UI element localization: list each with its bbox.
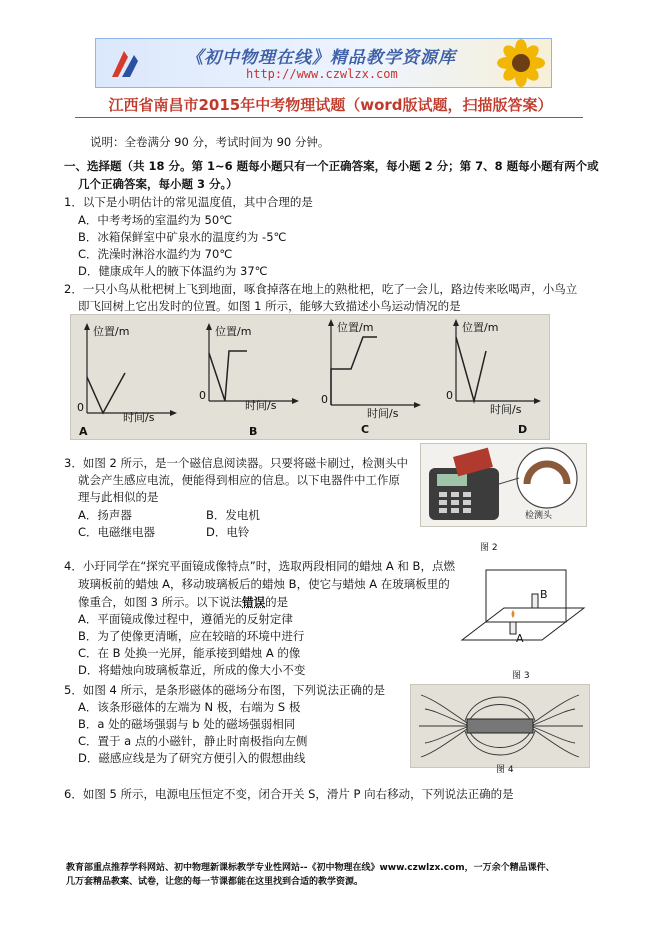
graph-b — [199, 321, 309, 437]
q4-option-d: D．将蜡烛向玻璃板靠近，所成的像大小不变 — [78, 663, 306, 677]
graph-c — [321, 317, 431, 437]
q3-line3: 理与此相似的是 — [78, 490, 159, 504]
graph-d — [446, 317, 546, 437]
q5-option-b: B．a 处的磁场强弱与 b 处的磁场强弱相同 — [78, 717, 296, 731]
figure-3-mirror-setup — [458, 560, 588, 660]
q4-option-a: A．平面镜成像过程中，遵循光的反射定律 — [78, 612, 293, 626]
title-divider — [75, 117, 583, 118]
graph-a-origin: 0 — [77, 401, 84, 414]
graph-d-letter: D — [518, 423, 528, 436]
q1-stem: 1．以下是小明估计的常见温度值，其中合理的是 — [64, 195, 313, 209]
card-reader-illustration-icon — [421, 444, 586, 526]
header-banner — [95, 38, 552, 88]
graph-d-origin: 0 — [446, 389, 453, 402]
banner-title: 《初中物理在线》精品教学资源库 — [186, 48, 456, 68]
section-heading-line1: 一、选择题（共 18 分。第 1~6 题每小题只有一个正确答案，每小题 2 分；第 7、8 题每小题有两个或 — [64, 159, 599, 173]
footer-line2: 几万套精品教案、试卷，让您的每一节课都能在这里找到合适的教学资源。 — [66, 877, 364, 887]
q5-option-d: D．磁感应线是为了研究方便引入的假想曲线 — [78, 751, 306, 765]
graph-d-x-label: 时间/s — [490, 403, 522, 416]
graph-a-x-label: 时间/s — [123, 411, 155, 424]
q5-option-a: A．该条形磁体的左端为 N 极，右端为 S 极 — [78, 700, 301, 714]
graph-b-letter: B — [249, 425, 258, 438]
graph-c-origin: 0 — [321, 393, 328, 406]
figure-2-caption: 图 2 — [480, 543, 498, 553]
q4-line2: 玻璃板前的蜡烛 A，移动玻璃板后的蜡烛 B，使它与蜡烛 A 在玻璃板里的 — [78, 577, 450, 591]
q5-stem: 5．如图 4 所示，是条形磁体的磁场分布图，下列说法正确的是 — [64, 683, 385, 697]
q2-line2: 即飞回树上它出发时的位置。如图 1 所示，能够大致描述小鸟运动情况的是 — [78, 299, 461, 313]
graph-d-y-label: 位置/m — [462, 321, 499, 334]
section-heading-line2: 几个正确答案，每小题 3 分。） — [78, 177, 238, 191]
figure-4-magnetic-field — [410, 684, 590, 768]
figure-3-caption: 图 3 — [512, 671, 530, 681]
detector-label: 检测头 — [525, 511, 553, 521]
page-title: 江西省南昌市2015年中考物理试题（word版试题，扫描版答案） — [108, 96, 553, 114]
q3-option-b: B．发电机 — [206, 508, 260, 522]
graph-b-y-label: 位置/m — [215, 325, 252, 338]
graph-a — [77, 321, 187, 437]
figure-1-graphs — [70, 314, 550, 440]
q6-stem: 6．如图 5 所示，电源电压恒定不变，闭合开关 S，滑片 P 向右移动，下列说法正确的是 — [64, 787, 514, 801]
q3-option-d: D．电铃 — [206, 525, 250, 539]
graph-b-origin: 0 — [199, 389, 206, 402]
graph-a-letter: A — [79, 425, 88, 438]
q3-line1: 3．如图 2 所示，是一个磁信息阅读器。只要将磁卡刷过，检测头中 — [64, 456, 408, 470]
sunflower-icon — [491, 39, 551, 87]
figure-2-card-reader — [420, 443, 587, 527]
banner-url[interactable]: http://www.czwlzx.com — [246, 67, 398, 81]
graph-c-y-label: 位置/m — [337, 321, 374, 334]
candle-a-label: A — [516, 632, 524, 645]
q2-line1: 2．一只小鸟从枇杷树上飞到地面，啄食掉落在地上的熟枇杷，吃了一会儿，路边传来吆喝声，小鸟立 — [64, 282, 578, 296]
footer-line1: 教育部重点推荐学科网站、初中物理新课标教学专业性网站--《初中物理在线》www.czwlzx.com，一万余个精品课件、 — [66, 863, 555, 873]
q3-option-a: A．扬声器 — [78, 508, 132, 522]
q1-option-b: B．冰箱保鲜室中矿泉水的温度约为 -5℃ — [78, 230, 287, 244]
graph-c-letter: C — [361, 423, 370, 436]
q4-line1: 4．小玗同学在“探究平面镜成像特点”时，选取两段相同的蜡烛 A 和 B，点燃 — [64, 559, 455, 573]
q5-option-c: C．置于 a 点的小磁针，静止时南极指向左侧 — [78, 734, 308, 748]
candle-b-label: B — [540, 588, 548, 601]
graph-a-y-label: 位置/m — [93, 325, 130, 338]
exam-note: 说明：全卷满分 90 分，考试时间为 90 分钟。 — [90, 135, 330, 149]
q4-emphasis-word: 错误 — [242, 595, 266, 609]
q4-line3: 像重合，如图 3 所示。以下说法错误的是 — [78, 595, 289, 609]
mirror-setup-illustration-icon — [458, 560, 588, 660]
graph-b-x-label: 时间/s — [245, 399, 277, 412]
magnetic-field-lines-icon — [411, 685, 589, 767]
q1-option-c: C．洗澡时淋浴水温约为 70℃ — [78, 247, 233, 261]
q1-option-d: D．健康成年人的腋下体温约为 37℃ — [78, 264, 268, 278]
graph-c-x-label: 时间/s — [367, 407, 399, 420]
figure-4-caption: 图 4 — [496, 765, 514, 775]
q4-option-c: C．在 B 处换一光屏，能承接到蜡烛 A 的像 — [78, 646, 301, 660]
q1-option-a: A．中考考场的室温约为 50℃ — [78, 213, 233, 227]
q3-line2: 就会产生感应电流，便能得到相应的信息。以下电器件中工作原 — [78, 473, 400, 487]
q4-option-b: B．为了使像更清晰，应在较暗的环境中进行 — [78, 629, 305, 643]
site-logo-icon — [104, 43, 144, 83]
q3-option-c: C．电磁继电器 — [78, 525, 156, 539]
